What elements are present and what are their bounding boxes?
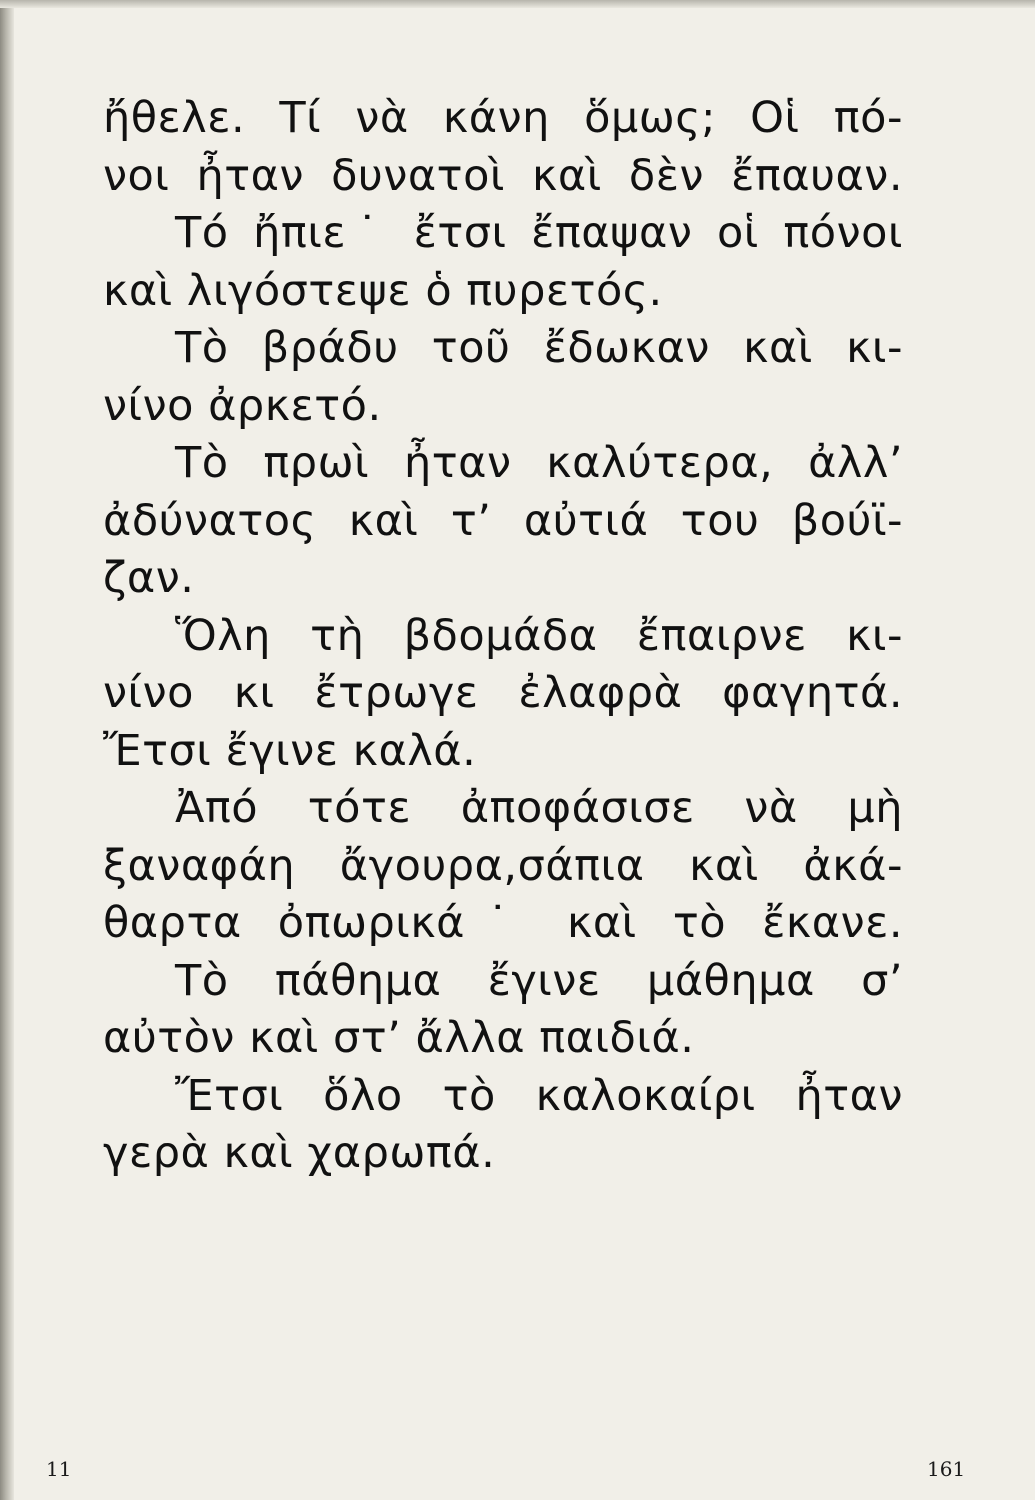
text-line: Τὸ βράδυ τοῦ ἔδωκαν καὶ κι- <box>175 323 903 373</box>
text-line: Ὅλη τὴ βδομάδα ἔπαιρνε κι- <box>175 610 903 661</box>
text-line: ἤθελε. Τί νὰ κάνη ὅμως; Οἱ πό- <box>103 93 903 143</box>
text-line: Τὸ πάθημα ἔγινε μάθημα σ’ <box>175 955 903 1006</box>
text-line: νίνο κι ἔτρωγε ἐλαφρὰ φαγητά. <box>103 668 903 718</box>
body-text <box>103 90 903 1183</box>
text-line: Ἀπό τότε ἀποφάσισε νὰ μὴ <box>175 783 903 833</box>
text-line: Ἔτσι ἔγινε καλά. <box>103 725 477 776</box>
text-line: Τὸ πρωὶ ἦταν καλύτερα, ἀλλ’ <box>175 438 903 488</box>
text-line: αὐτὸν καὶ στ’ ἄλλα παιδιά. <box>103 1013 695 1063</box>
text-line: θαρτα ὀπωρικά˙ καὶ τὸ ἔκανε. <box>103 898 903 948</box>
text-line: ζαν. <box>103 553 195 603</box>
text-line: γερὰ καὶ χαρωπά. <box>103 1128 496 1178</box>
text-line: νοι ἦταν δυνατοὶ καὶ δὲν ἔπαυαν. <box>103 150 903 201</box>
text-line: Τό ἤπιε˙ ἔτσι ἔπαψαν οἱ πόνοι <box>175 208 903 258</box>
text-line: ξαναφάη ἄγουρα,σάπια καὶ ἀκά- <box>103 840 903 891</box>
text-line: ἀδύνατος καὶ τ’ αὐτιά του βούϊ- <box>103 495 903 546</box>
page-number: 161 <box>927 1457 966 1481</box>
text-line: Ἔτσι ὅλο τὸ καλοκαίρι ἦταν <box>175 1070 903 1121</box>
text-line: νίνο ἀρκετό. <box>103 380 382 431</box>
text-line: καὶ λιγόστεψε ὁ πυρετός. <box>103 265 663 316</box>
page-binding-edge <box>0 0 14 1500</box>
page-top-edge <box>0 0 1035 8</box>
signature-mark: 11 <box>46 1457 72 1481</box>
